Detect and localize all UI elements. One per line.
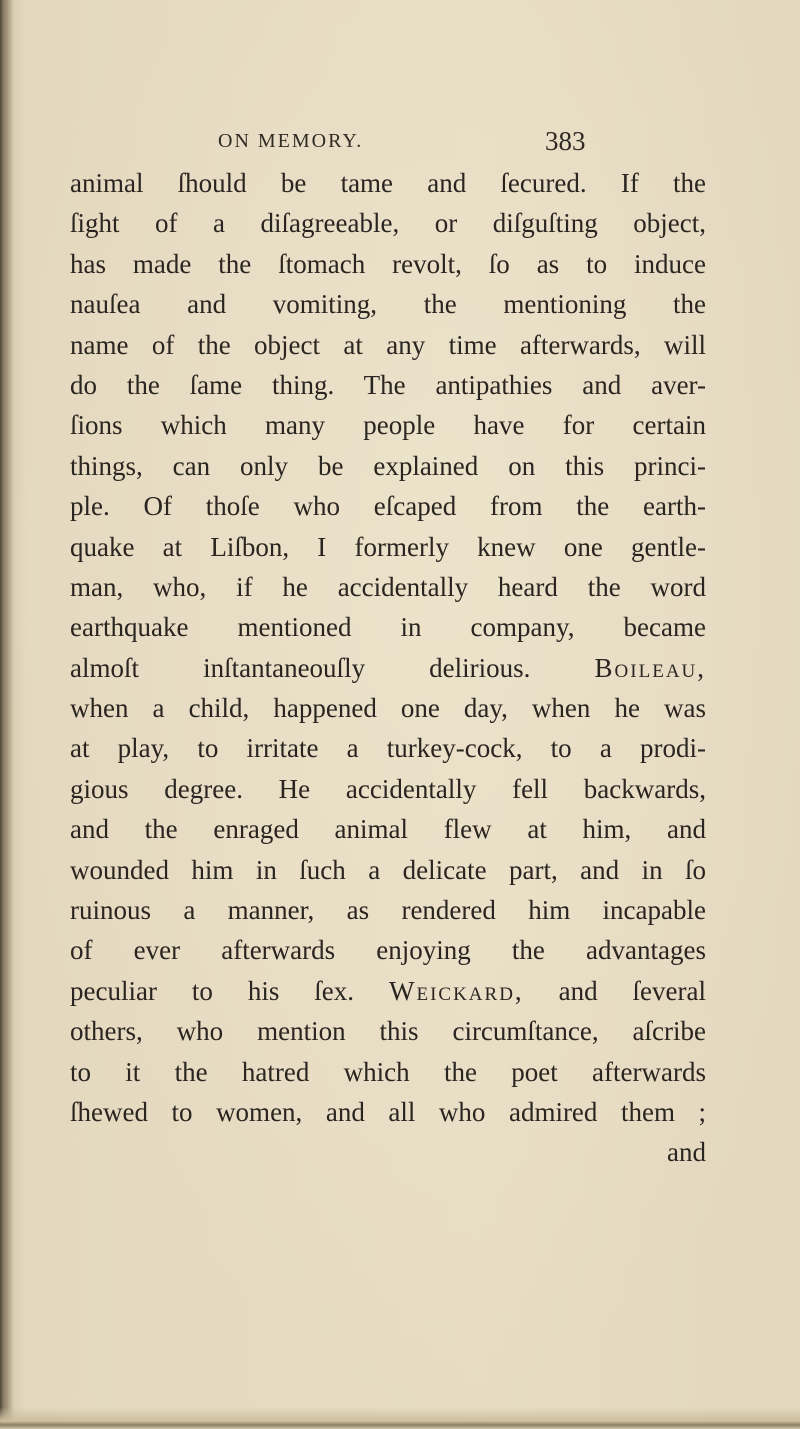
text-line: ſions which many people have for certain — [70, 410, 706, 441]
text-line: wounded him in ſuch a delicate part, and in ſo — [70, 854, 706, 885]
person-name-boileau: Boileau, — [594, 652, 707, 683]
text-line: do the ſame thing. The antipathies and aver- — [70, 369, 706, 400]
text-line: things, can only be explained on this princi- — [70, 450, 706, 481]
body-text — [70, 163, 706, 1173]
person-name-weickard: Weickard, — [388, 975, 524, 1006]
text-segment: almoſt inſtantaneouſly delirious. — [70, 652, 531, 683]
text-line: others, who mention this circumſtance, aſcribe — [70, 1016, 706, 1047]
binding-gutter-shadow — [0, 0, 14, 1429]
text-line — [70, 648, 706, 688]
text-line: when a child, happened one day, when he was — [70, 693, 706, 724]
text-line: ruinous a manner, as rendered him incapable — [70, 895, 706, 926]
text-line: ſhewed to women, and all who admired them ; — [70, 1096, 706, 1127]
text-line: earthquake mentioned in company, became — [70, 612, 706, 643]
text-segment: and ſeveral — [558, 975, 706, 1006]
page-number: 383 — [545, 126, 586, 156]
page-bottom-edge — [0, 1407, 800, 1429]
text-line: and the enraged animal flew at him, and — [70, 814, 706, 845]
text-line: ſight of a diſagreeable, or diſguſting object, — [70, 208, 706, 239]
catchword: and — [667, 1137, 706, 1168]
text-line: gious degree. He accidentally fell backwards, — [70, 773, 706, 804]
running-title: ON MEMORY. — [218, 130, 364, 152]
text-line: quake at Liſbon, I formerly knew one gentle- — [70, 531, 706, 562]
running-head — [0, 120, 800, 160]
text-line: animal ſhould be tame and ſecured. If the — [70, 168, 706, 198]
text-line: nauſea and vomiting, the mentioning the — [70, 289, 706, 320]
text-line: of ever afterwards enjoying the advantages — [70, 935, 706, 966]
text-segment: peculiar to his ſex. — [70, 975, 355, 1006]
text-line: man, who, if he accidentally heard the word — [70, 571, 706, 602]
text-line: ple. Of thoſe who eſcaped from the earth- — [70, 491, 706, 522]
text-line: to it the hatred which the poet afterwards — [70, 1056, 706, 1087]
text-line: name of the object at any time afterwards, will — [70, 329, 706, 360]
text-line: at play, to irritate a turkey-cock, to a prodi- — [70, 733, 706, 764]
text-line — [70, 971, 706, 1011]
text-line: has made the ſtomach revolt, ſo as to induce — [70, 248, 706, 279]
